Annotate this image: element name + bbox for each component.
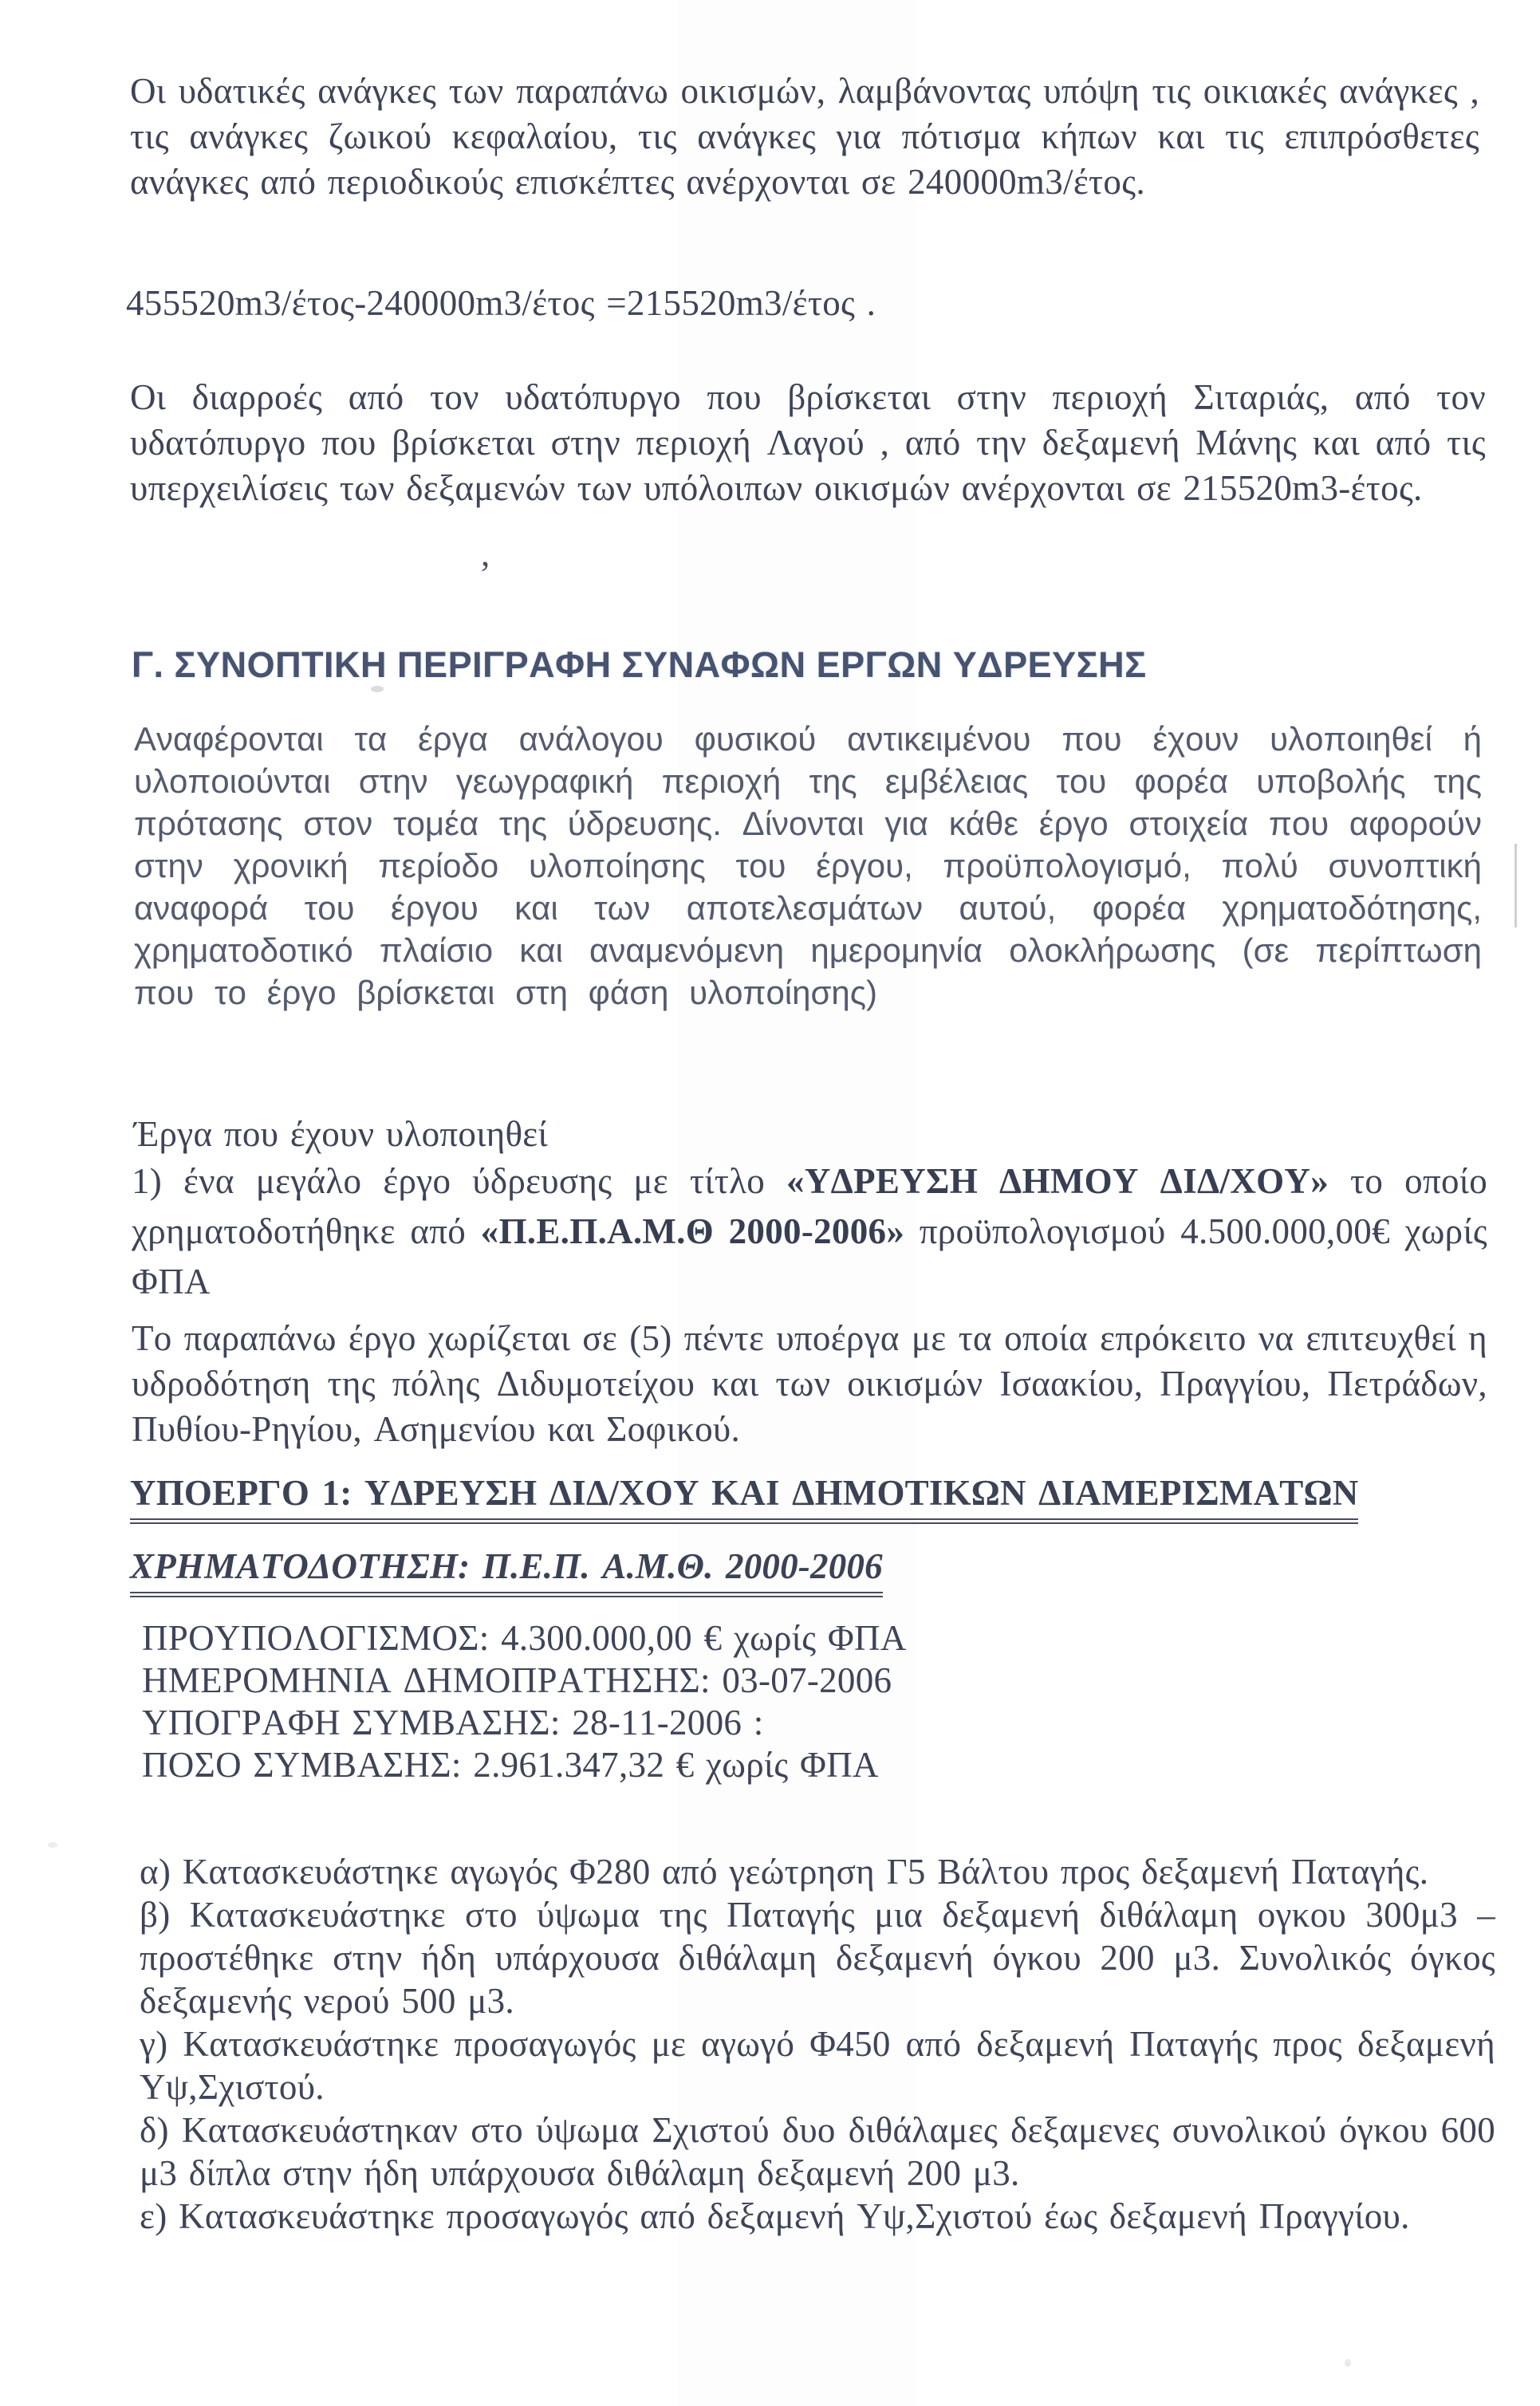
work1-middle: το οποίο χρηματοδοτήθηκε από	[132, 1161, 1487, 1251]
paragraph-work1	[132, 1156, 1487, 1307]
scan-smudge-artifact-3	[1345, 2359, 1351, 2367]
construction-item-c: γ) Κατασκευάστηκε προσαγωγός με αγωγό Φ450 από δεξαμενή Παταγής προς δεξαμενή Υψ,Σχιστού.	[140, 2024, 1495, 2107]
work1-funding-source: «Π.Ε.Π.Α.Μ.Θ 2000-2006»	[480, 1211, 905, 1251]
project-details	[142, 1617, 907, 1786]
paragraph-leaks: Οι διαρροές από τον υδατόπυργο που βρίσκεται στην περιοχή Σιταριάς, από τον υδατόπυργο που βρίσκεται στην περιοχή Λαγού , από την δεξαμενή Μάνης και από τις υπερχειλίσεις των δεξαμενών των υπόλοιπων οικισμών ανέρχονται σε 215520m3-έτος.	[130, 377, 1486, 508]
construction-item-a: α) Κατασκευάστηκε αγωγός Φ280 από γεώτρηση Γ5 Βάλτου προς δεξαμενή Παταγής.	[140, 1852, 1429, 1892]
construction-item-e: ε) Κατασκευάστηκε προσαγωγός από δεξαμενή Υψ,Σχιστού έως δεξαμενή Πραγγίου.	[140, 2196, 1410, 2236]
works-intro-line: Έργα που έχουν υλοποιηθεί	[134, 1114, 548, 1154]
work1-title: «ΥΔΡΕΥΣΗ ΔΗΜΟΥ ΔΙΔ/ΧΟΥ»	[786, 1161, 1329, 1201]
paragraph-related-works: Αναφέρονται τα έργα ανάλογου φυσικού αντικειμένου που έχουν υλοποιηθεί ή υλοποιούνται στην γεωγραφική περιοχή της εμβέλειας του φορέα υποβολής της πρότασης στον τομέα της ύδρευσης. Δίνονται για κάθε έργο στοιχεία που αφορούν στην χρονική περίοδο υλοποίησης του έργου, προϋπολογισμό, πολύ συνοπτική αναφορά του έργου και των αποτελεσμάτων αυτού, φορέα χρηματοδότησης, χρηματοδοτικό πλαίσιο και αναμενόμενη ημερομηνία ολοκλήρωσης (σε περίπτωση που το έργο βρίσκεται στη φάση υλοποίησης)	[134, 720, 1482, 1011]
funding-heading	[130, 1546, 883, 1587]
detail-budget: ΠΡΟΥΠΟΛΟΓΙΣΜΟΣ: 4.300.000,00 € χωρίς ΦΠΑ	[142, 1618, 907, 1658]
construction-item-b: β) Κατασκευάστηκε στο ύψωμα της Παταγής μια δεξαμενή διθάλαμη ογκου 300μ3 – προστέθηκε στην ήδη υπάρχουσα διθάλαμη δεξαμενή όγκου 200 μ3. Συνολικός όγκος δεξαμενής νερού 500 μ3.	[140, 1895, 1495, 2021]
paragraph-water-needs: Οι υδατικές ανάγκες των παραπάνω οικισμών, λαμβάνοντας υπόψη τις οικιακές ανάγκες , τις ανάγκες ζωικού κεφαλαίου, τις ανάγκες για πότισμα κήπων και τις επιπρόσθετες ανάγκες από περιοδικούς επισκέπτες ανέρχονται σε 240000m3/έτος.	[130, 71, 1479, 202]
scan-edge-artifact	[1514, 844, 1517, 927]
scan-smudge-artifact	[371, 686, 384, 692]
construction-list	[140, 1850, 1495, 2238]
subproject-heading	[130, 1472, 1358, 1514]
work1-suffix: προϋπολογισμού 4.500.000,00€ χωρίς ΦΠΑ	[132, 1211, 1487, 1301]
scan-artifact-comma: ,	[481, 534, 490, 573]
work1-prefix: 1) ένα μεγάλο έργο ύδρευσης με τίτλο	[132, 1161, 787, 1201]
formula-line: 455520m3/έτος-240000m3/έτος =215520m3/έτος .	[126, 283, 876, 323]
detail-contract-signing: ΥΠΟΓΡΑΦΗ ΣΥΜΒΑΣΗΣ: 28-11-2006 :	[142, 1703, 764, 1742]
detail-contract-amount: ΠΟΣΟ ΣΥΜΒΑΣΗΣ: 2.961.347,32 € χωρίς ΦΠΑ	[142, 1745, 879, 1785]
construction-item-d: δ) Κατασκευάστηκαν στο ύψωμα Σχιστού δυο διθάλαμες δεξαμενες συνολικού όγκου 600 μ3 δίπλα στην ήδη υπάρχουσα διθάλαμη δεξαμενή 200 μ3.	[140, 2110, 1495, 2193]
scan-smudge-artifact-2	[48, 1842, 57, 1848]
detail-tender-date: ΗΜΕΡΟΜΗΝΙΑ ΔΗΜΟΠΡΑΤΗΣΗΣ: 03-07-2006	[142, 1660, 892, 1700]
funding-heading-text: ΧΡΗΜΑΤΟΔΟΤΗΣΗ: Π.Ε.Π. Α.Μ.Θ. 2000-2006	[130, 1546, 883, 1597]
section-heading: Γ. ΣΥΝΟΠΤΙΚΗ ΠΕΡΙΓΡΑΦΗ ΣΥΝΑΦΩΝ ΕΡΓΩΝ ΥΔΡΕΥΣΗΣ	[132, 644, 1147, 685]
paragraph-subprojects: Το παραπάνω έργο χωρίζεται σε (5) πέντε υποέργα με τα οποία επρόκειτο να επιτευχθεί η υδροδότηση της πόλης Διδυμοτείχου και των οικισμών Ισαακίου, Πραγγίου, Πετράδων, Πυθίου-Ρηγίου, Ασημενίου και Σοφικού.	[132, 1318, 1487, 1449]
subproject-heading-text: ΥΠΟΕΡΓΟ 1: ΥΔΡΕΥΣΗ ΔΙΔ/ΧΟΥ ΚΑΙ ΔΗΜΟΤΙΚΩΝ ΔΙΑΜΕΡΙΣΜΑΤΩΝ	[130, 1473, 1358, 1524]
